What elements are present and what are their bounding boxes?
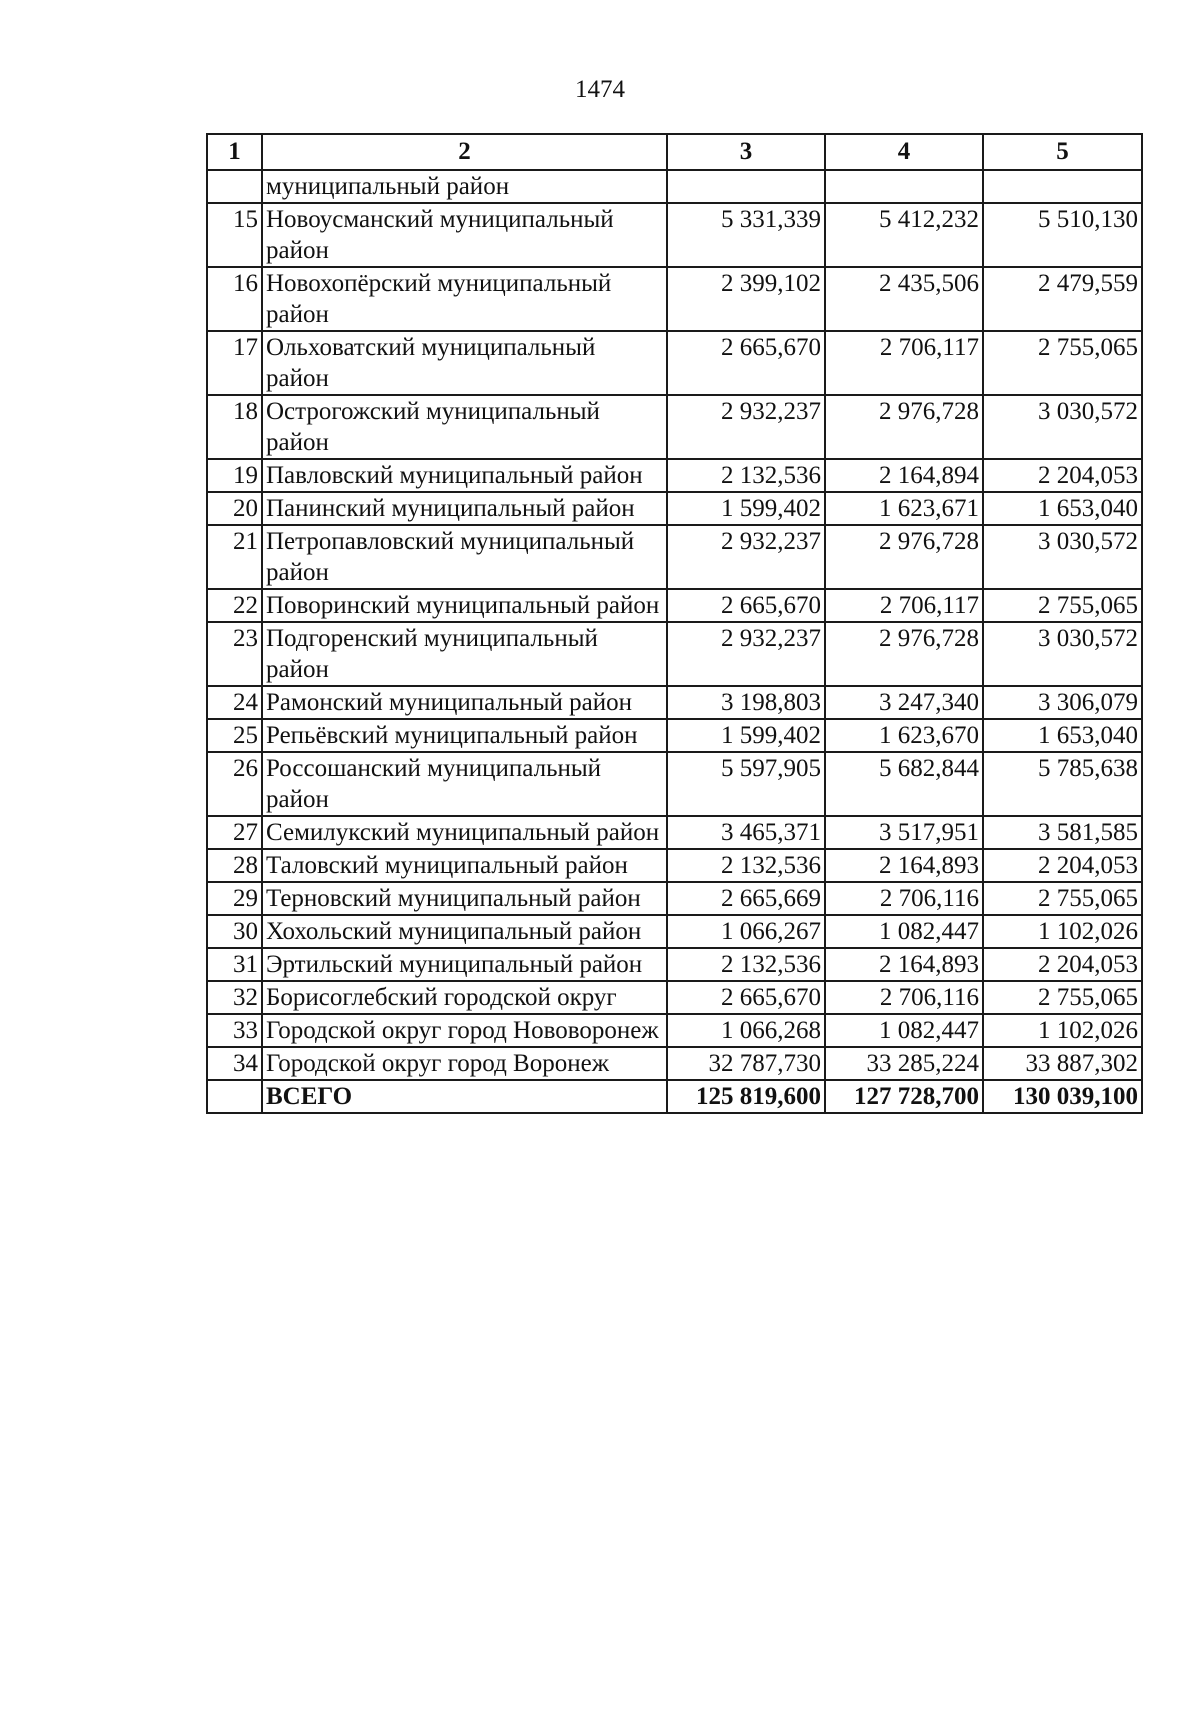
row-value-col3: 2 665,670	[667, 981, 825, 1014]
row-value-col5: 2 479,559	[983, 267, 1142, 331]
header-col-3: 3	[667, 134, 825, 170]
row-value-col3: 2 399,102	[667, 267, 825, 331]
row-value-col5: 1 102,026	[983, 1014, 1142, 1047]
row-value-col5: 3 030,572	[983, 525, 1142, 589]
row-value-col4: 2 976,728	[825, 622, 983, 686]
table-row	[207, 395, 1142, 459]
row-name: Городской округ город Воронеж	[262, 1047, 667, 1080]
table-row	[207, 622, 1142, 686]
row-name: Терновский муниципальный район	[262, 882, 667, 915]
continuation-row	[207, 170, 1142, 203]
row-name: Петропавловский муниципальный район	[262, 525, 667, 589]
row-value-col4: 2 706,117	[825, 589, 983, 622]
row-value-col4: 2 976,728	[825, 395, 983, 459]
row-value-col5: 3 306,079	[983, 686, 1142, 719]
row-index: 30	[207, 915, 262, 948]
row-value-col3: 2 665,670	[667, 331, 825, 395]
row-index: 32	[207, 981, 262, 1014]
table-row	[207, 267, 1142, 331]
total-v5: 130 039,100	[983, 1080, 1142, 1113]
table-row	[207, 525, 1142, 589]
row-value-col3: 2 932,237	[667, 622, 825, 686]
row-index: 25	[207, 719, 262, 752]
table-row	[207, 1047, 1142, 1080]
table-row	[207, 589, 1142, 622]
row-name: Ольховатский муниципальный район	[262, 331, 667, 395]
table-row	[207, 459, 1142, 492]
row-name: Репьёвский муниципальный район	[262, 719, 667, 752]
row-value-col4: 2 164,893	[825, 849, 983, 882]
row-value-col5: 1 102,026	[983, 915, 1142, 948]
row-index: 28	[207, 849, 262, 882]
row-value-col4: 3 517,951	[825, 816, 983, 849]
table-row	[207, 915, 1142, 948]
row-name: Борисоглебский городской округ	[262, 981, 667, 1014]
row-name: Павловский муниципальный район	[262, 459, 667, 492]
row-index: 24	[207, 686, 262, 719]
continuation-v4	[825, 170, 983, 203]
row-value-col3: 5 331,339	[667, 203, 825, 267]
row-name: Семилукский муниципальный район	[262, 816, 667, 849]
header-col-2: 2	[262, 134, 667, 170]
row-value-col5: 1 653,040	[983, 492, 1142, 525]
row-name: Рамонский муниципальный район	[262, 686, 667, 719]
row-name: Поворинский муниципальный район	[262, 589, 667, 622]
row-value-col5: 3 030,572	[983, 395, 1142, 459]
row-value-col4: 5 682,844	[825, 752, 983, 816]
row-value-col3: 2 132,536	[667, 948, 825, 981]
page-number: 1474	[575, 76, 625, 103]
row-name: Панинский муниципальный район	[262, 492, 667, 525]
row-value-col4: 1 623,670	[825, 719, 983, 752]
row-value-col5: 2 204,053	[983, 849, 1142, 882]
row-name: Новохопёрский муниципальный район	[262, 267, 667, 331]
row-value-col5: 3 581,585	[983, 816, 1142, 849]
row-value-col4: 2 706,117	[825, 331, 983, 395]
continuation-index	[207, 170, 262, 203]
row-value-col4: 5 412,232	[825, 203, 983, 267]
row-value-col3: 2 932,237	[667, 395, 825, 459]
row-value-col3: 3 465,371	[667, 816, 825, 849]
budget-table	[206, 133, 1143, 1114]
total-row	[207, 1080, 1142, 1113]
total-label: ВСЕГО	[262, 1080, 667, 1113]
header-col-4: 4	[825, 134, 983, 170]
continuation-name: муниципальный район	[262, 170, 667, 203]
table-row	[207, 816, 1142, 849]
row-index: 33	[207, 1014, 262, 1047]
row-value-col4: 2 706,116	[825, 882, 983, 915]
header-col-5: 5	[983, 134, 1142, 170]
row-value-col3: 3 198,803	[667, 686, 825, 719]
header-col-1: 1	[207, 134, 262, 170]
row-index: 22	[207, 589, 262, 622]
row-value-col3: 1 599,402	[667, 719, 825, 752]
row-value-col4: 3 247,340	[825, 686, 983, 719]
row-value-col3: 1 599,402	[667, 492, 825, 525]
row-value-col5: 2 755,065	[983, 981, 1142, 1014]
total-index	[207, 1080, 262, 1113]
row-value-col3: 32 787,730	[667, 1047, 825, 1080]
row-value-col3: 1 066,268	[667, 1014, 825, 1047]
table-row	[207, 1014, 1142, 1047]
total-v4: 127 728,700	[825, 1080, 983, 1113]
row-value-col5: 1 653,040	[983, 719, 1142, 752]
row-index: 18	[207, 395, 262, 459]
row-name: Россошанский муниципальный район	[262, 752, 667, 816]
row-index: 29	[207, 882, 262, 915]
row-value-col4: 33 285,224	[825, 1047, 983, 1080]
row-index: 23	[207, 622, 262, 686]
row-value-col4: 1 082,447	[825, 915, 983, 948]
row-name: Городской округ город Нововоронеж	[262, 1014, 667, 1047]
row-value-col4: 2 976,728	[825, 525, 983, 589]
table-row	[207, 948, 1142, 981]
table-row	[207, 719, 1142, 752]
row-name: Острогожский муниципальный район	[262, 395, 667, 459]
row-value-col4: 1 082,447	[825, 1014, 983, 1047]
row-index: 20	[207, 492, 262, 525]
row-index: 16	[207, 267, 262, 331]
row-value-col5: 2 755,065	[983, 331, 1142, 395]
table-row	[207, 203, 1142, 267]
row-value-col5: 2 204,053	[983, 948, 1142, 981]
row-name: Подгоренский муниципальный район	[262, 622, 667, 686]
row-value-col5: 3 030,572	[983, 622, 1142, 686]
row-name: Хохольский муниципальный район	[262, 915, 667, 948]
row-index: 15	[207, 203, 262, 267]
row-value-col4: 2 435,506	[825, 267, 983, 331]
row-name: Эртильский муниципальный район	[262, 948, 667, 981]
row-value-col5: 2 755,065	[983, 589, 1142, 622]
row-value-col4: 1 623,671	[825, 492, 983, 525]
row-value-col3: 2 132,536	[667, 459, 825, 492]
table-row	[207, 882, 1142, 915]
row-value-col3: 2 932,237	[667, 525, 825, 589]
row-value-col5: 2 755,065	[983, 882, 1142, 915]
continuation-v5	[983, 170, 1142, 203]
row-value-col5: 2 204,053	[983, 459, 1142, 492]
table-row	[207, 686, 1142, 719]
row-index: 21	[207, 525, 262, 589]
row-value-col3: 1 066,267	[667, 915, 825, 948]
total-v3: 125 819,600	[667, 1080, 825, 1113]
row-index: 26	[207, 752, 262, 816]
row-value-col3: 2 132,536	[667, 849, 825, 882]
row-index: 31	[207, 948, 262, 981]
row-value-col5: 5 785,638	[983, 752, 1142, 816]
table-row	[207, 492, 1142, 525]
row-index: 27	[207, 816, 262, 849]
row-index: 19	[207, 459, 262, 492]
table-row	[207, 331, 1142, 395]
continuation-v3	[667, 170, 825, 203]
table-row	[207, 752, 1142, 816]
row-value-col4: 2 706,116	[825, 981, 983, 1014]
row-index: 17	[207, 331, 262, 395]
row-name: Новоусманский муниципальный район	[262, 203, 667, 267]
row-value-col3: 2 665,669	[667, 882, 825, 915]
row-value-col3: 2 665,670	[667, 589, 825, 622]
table-row	[207, 981, 1142, 1014]
header-row	[207, 134, 1142, 170]
row-index: 34	[207, 1047, 262, 1080]
row-value-col3: 5 597,905	[667, 752, 825, 816]
table-row	[207, 849, 1142, 882]
row-value-col5: 5 510,130	[983, 203, 1142, 267]
row-value-col5: 33 887,302	[983, 1047, 1142, 1080]
row-name: Таловский муниципальный район	[262, 849, 667, 882]
row-value-col4: 2 164,894	[825, 459, 983, 492]
row-value-col4: 2 164,893	[825, 948, 983, 981]
